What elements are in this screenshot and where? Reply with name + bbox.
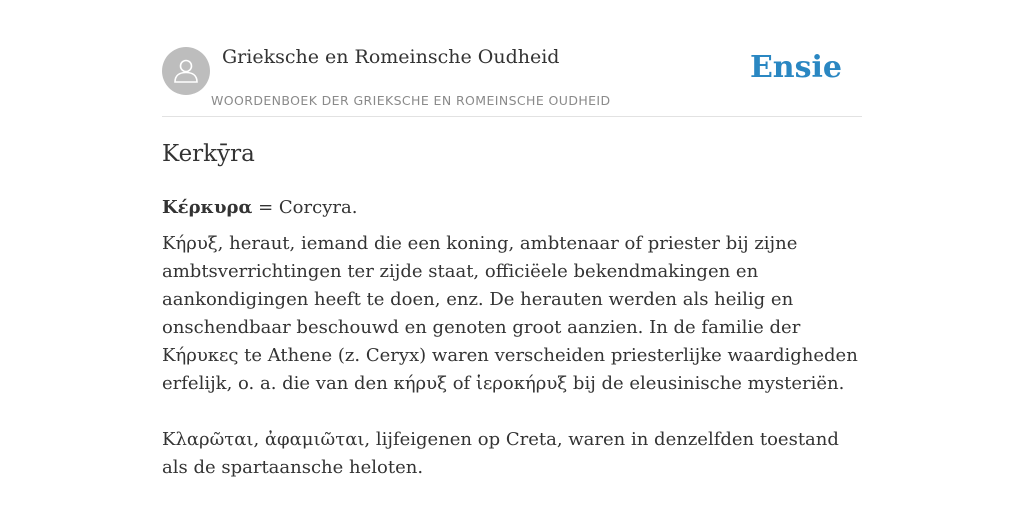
entry-title: Kerkȳra (162, 141, 255, 167)
source-header (162, 46, 862, 117)
entry-lead (162, 194, 867, 222)
entry-content (162, 138, 867, 510)
ensie-logo[interactable]: Ensie (749, 50, 842, 85)
source-subtitle: WOORDENBOEK DER GRIEKSCHE EN ROMEINSCHE OUDHEID (211, 93, 611, 108)
source-title[interactable]: Grieksche en Romeinsche Oudheid (222, 46, 560, 68)
lead-definition: = Corcyra. (252, 197, 358, 218)
entry-paragraph: Κλαρῶται, ἀφαμιῶται, lijfeigenen op Creta, waren in denzelfden toestand als de spartaansche heloten. (162, 429, 839, 478)
user-icon (171, 56, 201, 86)
lead-greek-term: Κέρκυρα (162, 197, 253, 218)
source-avatar[interactable] (162, 47, 210, 95)
entry-paragraph: Κήρυξ, heraut, iemand die een koning, ambtenaar of priester bij zijne ambtsverrichtingen ter zijde staat, officiëele bekendmakingen en aankondigingen heeft te doen, enz. De herauten werden als heilig en onschendbaar beschouwd en genoten groot aanzien. In de familie der Κήρυκες te Athene (z. Ceryx) waren verscheiden priesterlijke waardigheden erfelijk, o. a. die van den κήρυξ of ἱεροκήρυξ bij de eleusinische mysteriën. (162, 233, 858, 394)
